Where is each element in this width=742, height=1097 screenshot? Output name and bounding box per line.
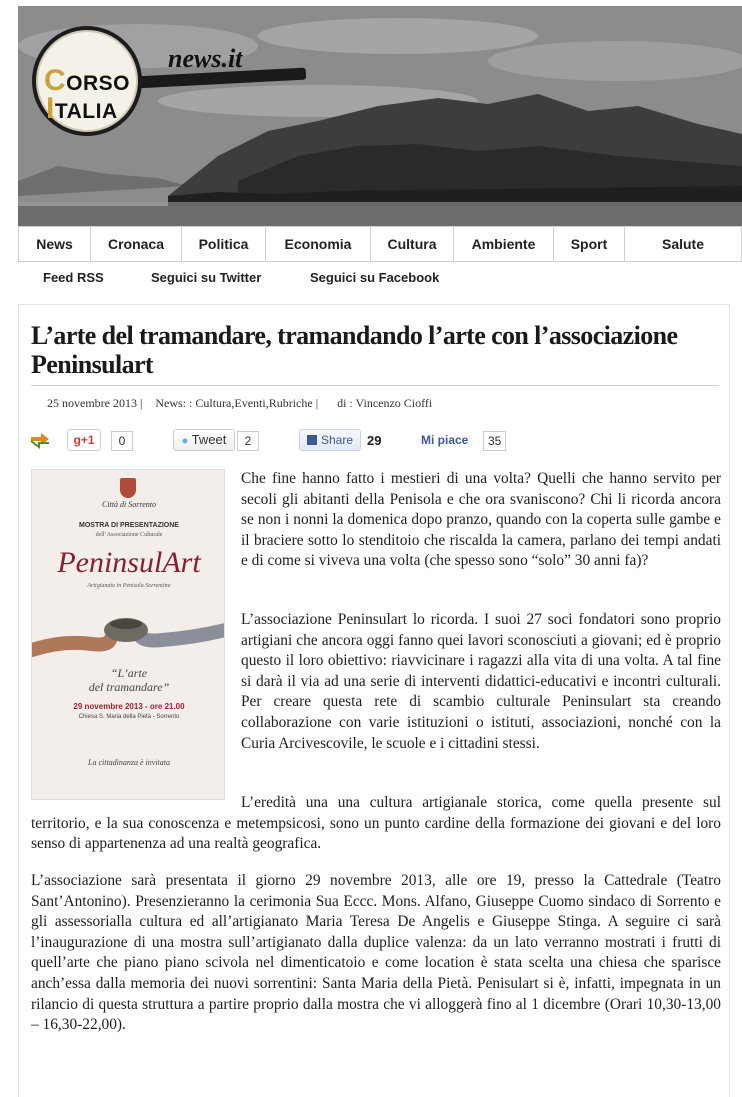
nav-item-salute[interactable]: Salute	[661, 236, 704, 252]
poster-motto-line1: “L’arte	[110, 666, 148, 680]
secondary-navigation	[18, 264, 742, 292]
social-share-bar	[27, 427, 727, 453]
article-paragraph-4: L’associazione sarà presentata il giorno 29 novembre 2013, alle ore 19, presso la Cattedrale (Teatro Sant’Antonino). Presenzieranno la cerimonia Sua Eccc. Mons. Alfano, Giuseppe Cuomo sindaco di Sorrento e gli assessorialla cultura ed all’artigianato Maria Teresa De Angelis e Giuseppe Stinga. A seguire ci sarà l’inaugurazione di una mostra sull’artigianato dalla duplice valenza: da un lato verranno mostrati i frutti di quell’arte che piano piano scivola nel dimenticatoio e come location è stata scelta una chiesa che sparisce anch’essa dalla memoria dei nuovi sorrentini: Santa Maria della Pietà. Penisulart si è, infatti, impegnata in un rilancio di questa struttura a partire proprio dalla mostra che vi alloggerà fino al 1 dicembre (Orari 10,30-13,00 – 16,30-22,00).	[31, 872, 721, 1034]
event-poster-image[interactable]	[31, 469, 225, 800]
article-title: L’arte del tramandare, tramandando l’arte con l’associazione Peninsulart	[31, 321, 678, 379]
facebook-like-count: 35	[483, 431, 506, 451]
facebook-share-count: 29	[367, 433, 382, 448]
site-logo[interactable]	[32, 26, 142, 136]
peninsulart-tagline: Artigianato in Penisola Sorrentina	[87, 583, 171, 589]
logo-news-suffix: news.it	[168, 44, 243, 73]
google-plus-button[interactable]: g+1	[67, 429, 101, 451]
logo-word-corso: ORSO	[66, 72, 131, 95]
article-meta	[47, 396, 436, 411]
article-paragraph-1: Che fine hanno fatto i mestieri di una volta? Quelli che hanno servito per secoli gli abitanti della Penisola e che ora svaniscono? Chi li ricorda ancora se non i nonni la domenica dopo pranzo, quando con la coperta sulle gambe e il braciere sotto lo stenditoio che riscalda la camera, parlano dei tempi andati e di come si viveva una volta (che spesso sono “solo” 30 anni fa)?	[241, 470, 721, 570]
twitter-bird-icon: ●	[181, 435, 189, 447]
share-arrows-icon[interactable]	[29, 431, 51, 449]
nav-item-cultura[interactable]: Cultura	[371, 227, 454, 261]
share-label: Share	[320, 433, 354, 447]
nav-item-economia[interactable]: Economia	[266, 227, 371, 261]
city-crest-icon	[120, 478, 136, 498]
poster-city: Città di Sorrento	[102, 500, 156, 509]
article-author: di : Vincenzo Cioffi	[337, 396, 433, 410]
nav-item-news[interactable]: News	[19, 227, 91, 261]
tweet-label: Tweet	[191, 432, 227, 447]
nav-item-sport[interactable]: Sport	[554, 227, 625, 261]
title-divider	[31, 385, 719, 386]
facebook-follow-link[interactable]: Seguici su Facebook	[310, 270, 440, 285]
feed-rss-link[interactable]: Feed RSS	[43, 270, 104, 285]
article-paragraph-2: L’associazione Peninsulart lo ricorda. I suoi 27 soci fondatori sono proprio artigiani che ancora oggi fanno quei lavori sconosciuti a giovani; ed è proprio questo il loro obiettivo: riavvicinare i ragazzi alla vita di una volta. A tal fine si darà il via ad una serie di interventi didattici-educativi e incontri culturali. Per creare questa rete di scambio culturale Peninsulart sta creando collaborazione con varie istituzioni o istituti, associazioni, nonché con la Curia Arcivescovile, le scuole e i cittadini stessi.	[241, 611, 721, 752]
poster-motto-line2: del tramandare”	[88, 680, 170, 694]
google-plus-count: 0	[111, 431, 133, 451]
nav-item-cronaca[interactable]: Cronaca	[91, 227, 182, 261]
peninsulart-logo: PeninsulArt	[57, 546, 201, 579]
poster-heading: MOSTRA DI PRESENTAZIONE	[79, 522, 179, 529]
site-header	[18, 6, 742, 226]
article-paragraph-3	[31, 793, 721, 855]
tweet-count: 2	[237, 431, 259, 451]
article-paragraph-3-text: L’eredità una una cultura artigianale storica, come quella presente sul territorio, e la sua conoscenza e metempsicosi, sono un punto cardine della formazione dei giovani e del loro senso di appartenenza ad una realtà geografica.	[31, 794, 721, 853]
article-categories[interactable]: News: : Cultura,Eventi,Rubriche |	[155, 396, 319, 410]
like-label: Mi piace	[421, 433, 469, 447]
facebook-like-button[interactable]	[421, 433, 468, 447]
logo-initial-c: C	[44, 64, 67, 97]
logo-word-italia: TALIA	[54, 100, 118, 123]
nav-item-ambiente[interactable]: Ambiente	[454, 227, 554, 261]
logo-line2	[46, 92, 118, 126]
poster-invitation: La cittadinanza è invitata	[88, 758, 170, 767]
poster-motto	[32, 666, 225, 694]
poster-place: Chiesa S. Maria della Pietà - Sorrento	[78, 714, 180, 720]
hands-with-pot-illustration	[32, 610, 225, 666]
article	[18, 304, 730, 1097]
article-date: 25 novembre 2013 |	[47, 396, 143, 410]
twitter-follow-link[interactable]: Seguici su Twitter	[151, 270, 262, 285]
facebook-icon	[307, 435, 317, 445]
main-navigation	[18, 226, 742, 262]
facebook-share-button[interactable]	[299, 429, 361, 451]
nav-item-politica[interactable]: Politica	[182, 227, 266, 261]
tweet-button[interactable]	[173, 429, 235, 451]
logo-initial-i: I	[46, 92, 55, 125]
poster-date: 29 novembre 2013 - ore 21.00	[73, 702, 185, 711]
poster-association: dell’Associazione Culturale	[95, 532, 163, 538]
